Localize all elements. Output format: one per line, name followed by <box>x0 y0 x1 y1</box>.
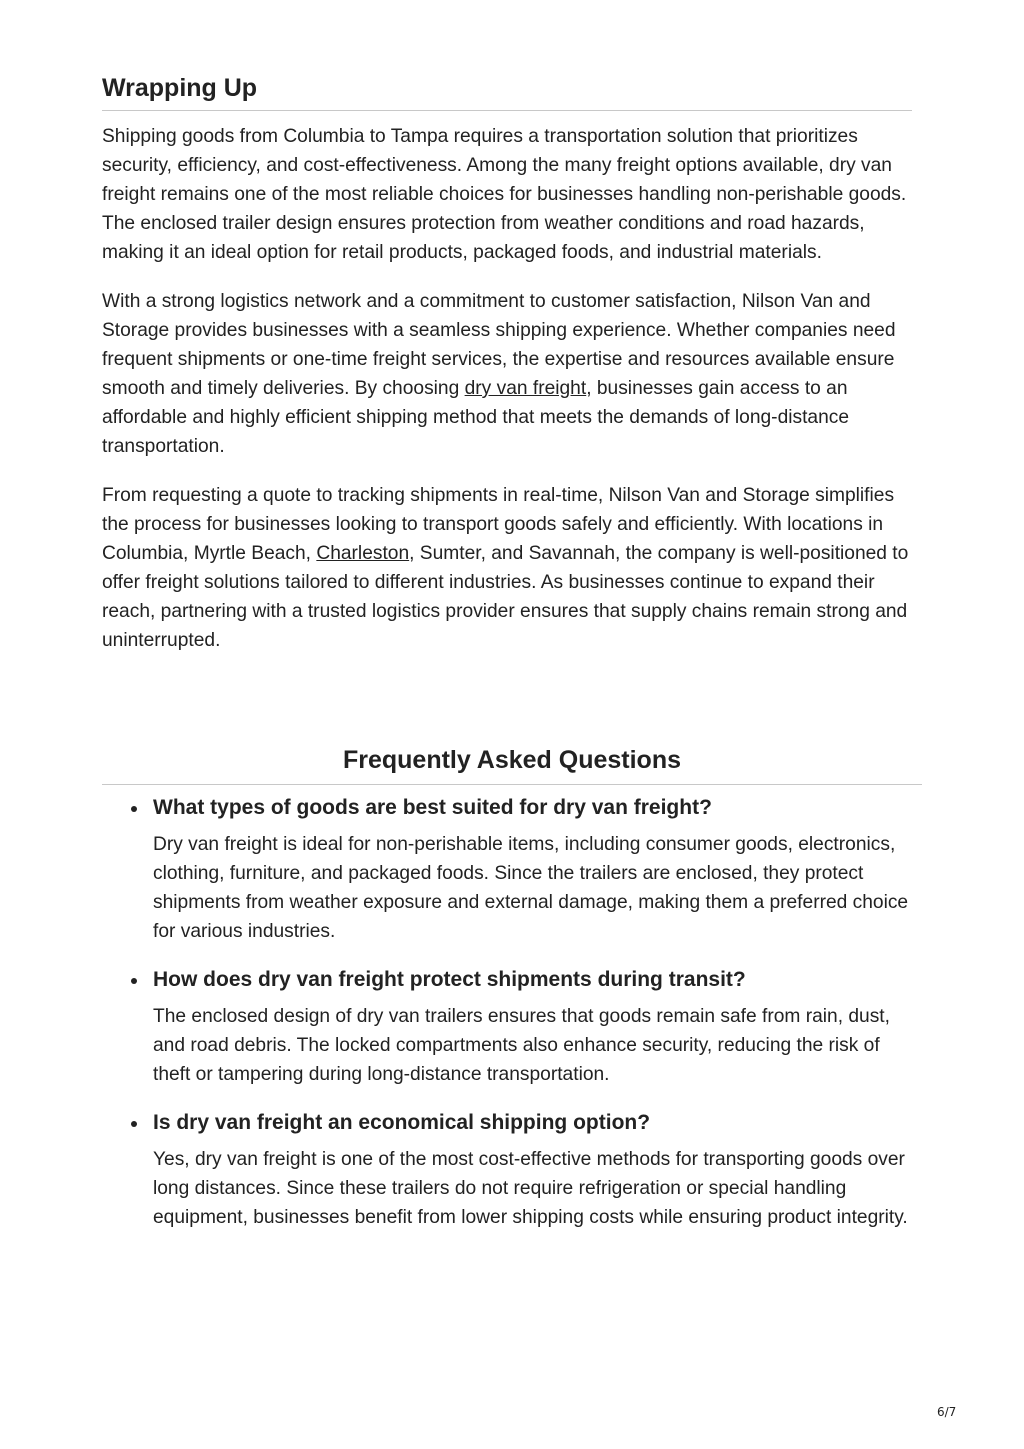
faq-item <box>102 792 922 946</box>
charleston-link[interactable]: Charleston <box>316 543 410 564</box>
paragraph-3-text-end: , Sumter, and Savannah, the company is well-positioned to offer freight solutions tailored to different industries. As businesses continue to expand their reach, partnering with a trusted logistics provider ensures that supply chains remain strong and uninterrupted. <box>102 543 909 651</box>
faq-answer: The enclosed design of dry van trailers ensures that goods remain safe from rain, dust, and road debris. The locked compartments also enhance security, reducing the risk of theft or tampering during long-distance transportation. <box>153 1006 890 1085</box>
faq-list <box>102 792 922 1250</box>
paragraph-2-text-end: , businesses gain access to an affordable and highly efficient shipping method that meets the demands of long-distance transportation. <box>102 378 850 457</box>
faq-heading: Frequently Asked Questions <box>102 744 922 785</box>
bullet-icon <box>131 806 137 812</box>
wrapping-up-body <box>102 122 917 675</box>
dry-van-freight-link[interactable]: dry van freight <box>464 378 587 399</box>
faq-item <box>102 1107 922 1232</box>
paragraph-3 <box>102 481 917 655</box>
faq-question: What types of goods are best suited for dry van freight? <box>153 796 712 819</box>
paragraph-3-text-start: From requesting a quote to tracking shipments in real-time, Nilson Van and Storage simplifies the process for businesses looking to transport goods safely and efficiently. With locations in Columbia, Myrtle Beach, <box>102 485 895 564</box>
paragraph-2-text-start: With a strong logistics network and a commitment to customer satisfaction, Nilson Van and Storage provides businesses with a seamless shipping experience. Whether companies need frequent shipments or one-time freight services, the expertise and resources available ensure smooth and timely deliveries. By choosing <box>102 291 896 399</box>
bullet-icon <box>131 1121 137 1127</box>
faq-question: How does dry van freight protect shipments during transit? <box>153 968 746 991</box>
faq-question: Is dry van freight an economical shipping option? <box>153 1111 651 1134</box>
paragraph-2 <box>102 287 917 461</box>
page-number: 6/7 <box>937 1405 957 1419</box>
wrapping-up-heading: Wrapping Up <box>102 72 912 111</box>
bullet-icon <box>131 978 137 984</box>
paragraph-1: Shipping goods from Columbia to Tampa requires a transportation solution that prioritizes security, efficiency, and cost-effectiveness. Among the many freight options available, dry van freight remains one of the most reliable choices for businesses handling non-perishable goods. The enclosed trailer design ensures protection from weather conditions and road hazards, making it an ideal option for retail products, packaged foods, and industrial materials. <box>102 126 907 263</box>
faq-answer: Yes, dry van freight is one of the most cost-effective methods for transporting goods over long distances. Since these trailers do not require refrigeration or special handling equipment, businesses benefit from lower shipping costs while ensuring product integrity. <box>153 1149 908 1228</box>
faq-answer: Dry van freight is ideal for non-perishable items, including consumer goods, electronics, clothing, furniture, and packaged foods. Since the trailers are enclosed, they protect shipments from weather exposure and external damage, making them a preferred choice for various industries. <box>153 834 909 942</box>
faq-item <box>102 964 922 1089</box>
